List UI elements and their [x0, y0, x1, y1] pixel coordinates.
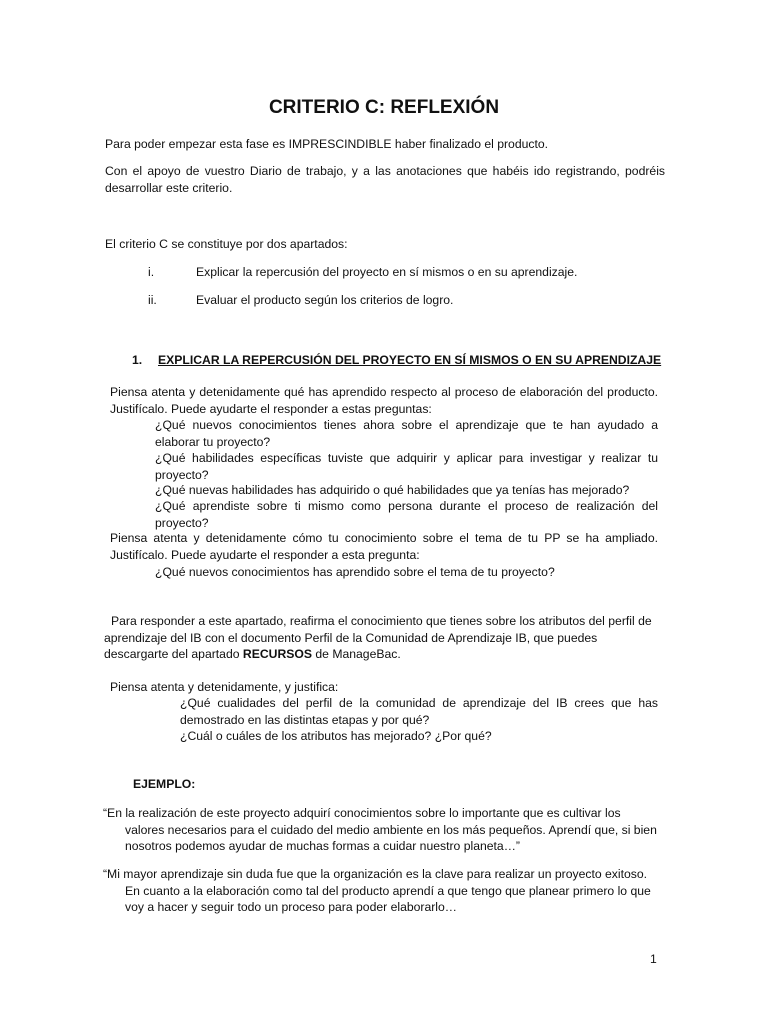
- list-item-number: ii.: [148, 293, 157, 307]
- question-item: ¿Qué nuevos conocimientos tienes ahora sobre el aprendizaje que te han ayudado a elaborar tu proyecto?: [155, 418, 658, 449]
- list-item-text: Explicar la repercusión del proyecto en sí mismos o en su aprendizaje.: [196, 265, 578, 279]
- section-1-lead-2: Piensa atenta y detenidamente cómo tu conocimiento sobre el tema de tu PP se ha ampliado. Justifícalo. Puede ayudarte el responder a esta pregunta:: [110, 531, 658, 562]
- question-item: ¿Qué habilidades específicas tuviste que adquirir y aplicar para investigar y realizar tu proyecto?: [155, 451, 658, 482]
- intro-paragraph-1: Para poder empezar esta fase es IMPRESCINDIBLE haber finalizado el producto.: [105, 137, 549, 151]
- example-quote: “En la realización de este proyecto adquirí conocimientos sobre lo importante que es cultivar los valores necesarios para el cuidado del medio ambiente en los más pequeños. Aprendí que, si bien nosotros podemos ayudar de muchas formas a cuidar nuestro planeta…”: [103, 806, 657, 853]
- intro-paragraph-3: El criterio C se constituye por dos apartados:: [105, 237, 348, 251]
- section-1-lead: Piensa atenta y detenidamente qué has aprendido respecto al proceso de elaboración del producto. Justifícalo. Puede ayudarte el responder a estas preguntas:: [110, 385, 658, 416]
- page-title: CRITERIO C: REFLEXIÓN: [268, 97, 500, 118]
- ejemplo-label: EJEMPLO:: [133, 777, 196, 791]
- list-item-text: Evaluar el producto según los criterios de logro.: [196, 293, 454, 307]
- list-item-number: i.: [148, 265, 155, 279]
- question-item: ¿Cuál o cuáles de los atributos has mejorado? ¿Por qué?: [180, 729, 492, 743]
- section-number: 1.: [132, 353, 143, 367]
- question-item: ¿Qué nuevos conocimientos has aprendido sobre el tema de tu proyecto?: [155, 565, 555, 579]
- section-2-paragraph: Para responder a este apartado, reafirma el conocimiento que tienes sobre los atributos del perfil de aprendizaje del IB con el documento Perfil de la Comunidad de Aprendizaje IB, que puedes descargarte del apartado RECURSOS de ManageBac.: [104, 614, 652, 661]
- section-heading: EXPLICAR LA REPERCUSIÓN DEL PROYECTO EN SÍ MISMOS O EN SU APRENDIZAJE: [158, 353, 662, 367]
- question-item: ¿Qué aprendiste sobre ti mismo como persona durante el proceso de realización del proyecto?: [155, 499, 658, 530]
- page-number: 1: [650, 952, 657, 966]
- example-quote: “Mi mayor aprendizaje sin duda fue que la organización es la clave para realizar un proyecto exitoso. En cuanto a la elaboración como tal del producto aprendí a que tengo que planear primero lo que voy a hacer y seguir todo un proceso para poder elaborarlo…: [103, 867, 651, 914]
- section-2-lead: Piensa atenta y detenidamente, y justifica:: [110, 680, 339, 694]
- question-item: ¿Qué cualidades del perfil de la comunidad de aprendizaje del IB crees que has demostrado en las distintas etapas y por qué?: [180, 696, 658, 727]
- intro-paragraph-2: Con el apoyo de vuestro Diario de trabajo, y a las anotaciones que habéis ido registrando, podréis desarrollar este criterio.: [105, 164, 665, 195]
- question-item: ¿Qué nuevas habilidades has adquirido o qué habilidades que ya tenías has mejorado?: [155, 483, 630, 497]
